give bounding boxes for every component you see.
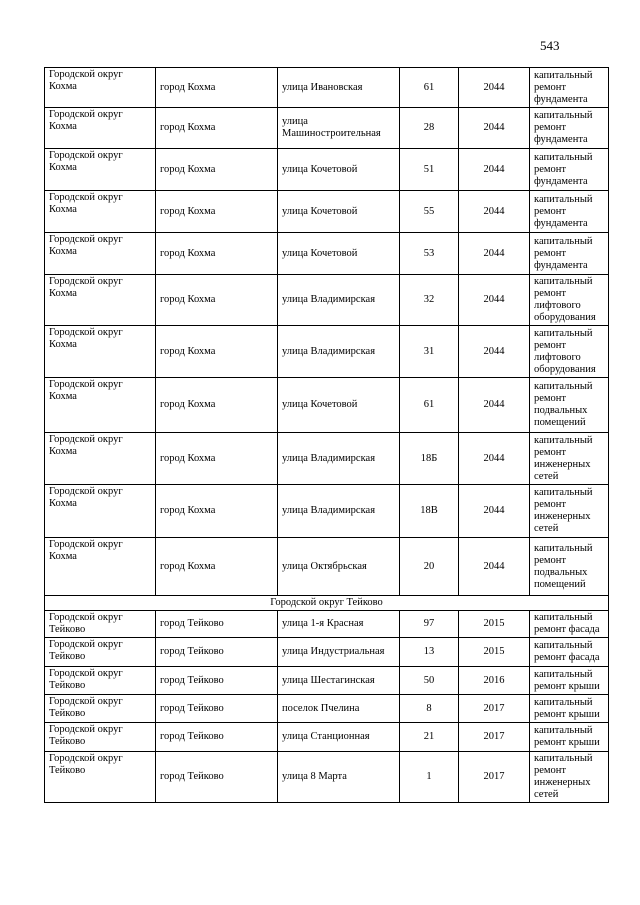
cell-dom: 20 bbox=[400, 538, 459, 596]
cell-gorod: город Кохма bbox=[156, 108, 278, 149]
cell-gorod: город Кохма bbox=[156, 485, 278, 538]
table-row bbox=[45, 191, 609, 233]
cell-gorod: город Тейково bbox=[156, 723, 278, 752]
cell-dom: 13 bbox=[400, 638, 459, 667]
cell-okrug: Городской округ Кохма bbox=[45, 485, 156, 538]
cell-god: 2044 bbox=[459, 233, 530, 275]
cell-god: 2015 bbox=[459, 638, 530, 667]
cell-dom: 61 bbox=[400, 378, 459, 433]
cell-okrug: Городской округ Кохма bbox=[45, 378, 156, 433]
cell-vid: капитальный ремонт инженерных сетей bbox=[530, 433, 609, 485]
cell-okrug: Городской округ Кохма bbox=[45, 191, 156, 233]
cell-dom: 28 bbox=[400, 108, 459, 149]
table-row bbox=[45, 108, 609, 149]
cell-gorod: город Кохма bbox=[156, 191, 278, 233]
table-row bbox=[45, 233, 609, 275]
cell-ulica: улица Ивановская bbox=[278, 68, 400, 108]
table-row bbox=[45, 485, 609, 538]
cell-okrug: Городской округ Кохма bbox=[45, 149, 156, 191]
cell-dom: 55 bbox=[400, 191, 459, 233]
cell-god: 2044 bbox=[459, 68, 530, 108]
cell-vid: капитальный ремонт крыши bbox=[530, 723, 609, 752]
cell-vid: капитальный ремонт фасада bbox=[530, 638, 609, 667]
cell-god: 2017 bbox=[459, 752, 530, 803]
cell-god: 2017 bbox=[459, 695, 530, 723]
cell-vid: капитальный ремонт подвальных помещений bbox=[530, 378, 609, 433]
cell-gorod: город Тейково bbox=[156, 752, 278, 803]
cell-god: 2044 bbox=[459, 433, 530, 485]
cell-vid: капитальный ремонт инженерных сетей bbox=[530, 752, 609, 803]
cell-okrug: Городской округ Тейково bbox=[45, 611, 156, 638]
cell-dom: 51 bbox=[400, 149, 459, 191]
cell-god: 2015 bbox=[459, 611, 530, 638]
cell-gorod: город Кохма bbox=[156, 326, 278, 378]
cell-gorod: город Тейково bbox=[156, 611, 278, 638]
cell-gorod: город Кохма bbox=[156, 378, 278, 433]
cell-okrug: Городской округ Тейково bbox=[45, 752, 156, 803]
cell-god: 2044 bbox=[459, 108, 530, 149]
cell-vid: капитальный ремонт крыши bbox=[530, 667, 609, 695]
cell-dom: 21 bbox=[400, 723, 459, 752]
table-row bbox=[45, 638, 609, 667]
cell-vid: капитальный ремонт фасада bbox=[530, 611, 609, 638]
cell-vid: капитальный ремонт подвальных помещений bbox=[530, 538, 609, 596]
cell-ulica: улица Владимирская bbox=[278, 485, 400, 538]
table-row bbox=[45, 433, 609, 485]
cell-ulica: улица 1-я Красная bbox=[278, 611, 400, 638]
cell-okrug: Городской округ Кохма bbox=[45, 108, 156, 149]
repair-registry-table bbox=[44, 67, 609, 803]
cell-ulica: улица Машиностроительная bbox=[278, 108, 400, 149]
cell-god: 2016 bbox=[459, 667, 530, 695]
cell-ulica: улица Кочетовой bbox=[278, 191, 400, 233]
cell-gorod: город Кохма bbox=[156, 149, 278, 191]
cell-okrug: Городской округ Кохма bbox=[45, 433, 156, 485]
cell-okrug: Городской округ Кохма bbox=[45, 326, 156, 378]
section-header-row bbox=[45, 596, 609, 611]
cell-gorod: город Кохма bbox=[156, 538, 278, 596]
table-row bbox=[45, 538, 609, 596]
cell-okrug: Городской округ Кохма bbox=[45, 233, 156, 275]
cell-dom: 32 bbox=[400, 275, 459, 326]
table-row bbox=[45, 752, 609, 803]
cell-ulica: улица Шестагинская bbox=[278, 667, 400, 695]
cell-god: 2017 bbox=[459, 723, 530, 752]
table-row bbox=[45, 378, 609, 433]
cell-dom: 53 bbox=[400, 233, 459, 275]
table-row bbox=[45, 275, 609, 326]
cell-ulica: улица Владимирская bbox=[278, 275, 400, 326]
cell-okrug: Городской округ Тейково bbox=[45, 638, 156, 667]
cell-ulica: поселок Пчелина bbox=[278, 695, 400, 723]
cell-god: 2044 bbox=[459, 191, 530, 233]
table-row bbox=[45, 149, 609, 191]
page-number: 543 bbox=[540, 38, 560, 53]
cell-god: 2044 bbox=[459, 275, 530, 326]
cell-dom: 8 bbox=[400, 695, 459, 723]
cell-vid: капитальный ремонт фундамента bbox=[530, 68, 609, 108]
cell-okrug: Городской округ Тейково bbox=[45, 723, 156, 752]
cell-gorod: город Тейково bbox=[156, 638, 278, 667]
cell-vid: капитальный ремонт фундамента bbox=[530, 233, 609, 275]
cell-vid: капитальный ремонт лифтового оборудования bbox=[530, 326, 609, 378]
cell-gorod: город Кохма bbox=[156, 433, 278, 485]
cell-ulica: улица Станционная bbox=[278, 723, 400, 752]
section-title: Городской округ Тейково bbox=[45, 596, 609, 611]
cell-god: 2044 bbox=[459, 378, 530, 433]
cell-god: 2044 bbox=[459, 326, 530, 378]
table-row bbox=[45, 611, 609, 638]
registry-body bbox=[45, 68, 609, 803]
cell-ulica: улица Кочетовой bbox=[278, 378, 400, 433]
cell-god: 2044 bbox=[459, 538, 530, 596]
table-row bbox=[45, 68, 609, 108]
cell-okrug: Городской округ Кохма bbox=[45, 275, 156, 326]
cell-ulica: улица Владимирская bbox=[278, 433, 400, 485]
cell-dom: 18В bbox=[400, 485, 459, 538]
cell-dom: 61 bbox=[400, 68, 459, 108]
cell-ulica: улица Кочетовой bbox=[278, 149, 400, 191]
table-row bbox=[45, 723, 609, 752]
table-row bbox=[45, 326, 609, 378]
cell-okrug: Городской округ Тейково bbox=[45, 695, 156, 723]
cell-dom: 97 bbox=[400, 611, 459, 638]
table-row bbox=[45, 667, 609, 695]
cell-ulica: улица Кочетовой bbox=[278, 233, 400, 275]
cell-okrug: Городской округ Кохма bbox=[45, 538, 156, 596]
cell-vid: капитальный ремонт инженерных сетей bbox=[530, 485, 609, 538]
cell-gorod: город Кохма bbox=[156, 275, 278, 326]
cell-gorod: город Тейково bbox=[156, 667, 278, 695]
cell-gorod: город Тейково bbox=[156, 695, 278, 723]
cell-dom: 18Б bbox=[400, 433, 459, 485]
cell-okrug: Городской округ Кохма bbox=[45, 68, 156, 108]
cell-ulica: улица Индустриальная bbox=[278, 638, 400, 667]
cell-ulica: улица Октябрьская bbox=[278, 538, 400, 596]
cell-ulica: улица Владимирская bbox=[278, 326, 400, 378]
cell-vid: капитальный ремонт фундамента bbox=[530, 108, 609, 149]
cell-god: 2044 bbox=[459, 149, 530, 191]
cell-vid: капитальный ремонт фундамента bbox=[530, 191, 609, 233]
cell-okrug: Городской округ Тейково bbox=[45, 667, 156, 695]
cell-vid: капитальный ремонт лифтового оборудования bbox=[530, 275, 609, 326]
cell-ulica: улица 8 Марта bbox=[278, 752, 400, 803]
cell-dom: 50 bbox=[400, 667, 459, 695]
cell-dom: 31 bbox=[400, 326, 459, 378]
cell-gorod: город Кохма bbox=[156, 233, 278, 275]
cell-dom: 1 bbox=[400, 752, 459, 803]
cell-god: 2044 bbox=[459, 485, 530, 538]
cell-vid: капитальный ремонт фундамента bbox=[530, 149, 609, 191]
cell-vid: капитальный ремонт крыши bbox=[530, 695, 609, 723]
table-row bbox=[45, 695, 609, 723]
cell-gorod: город Кохма bbox=[156, 68, 278, 108]
